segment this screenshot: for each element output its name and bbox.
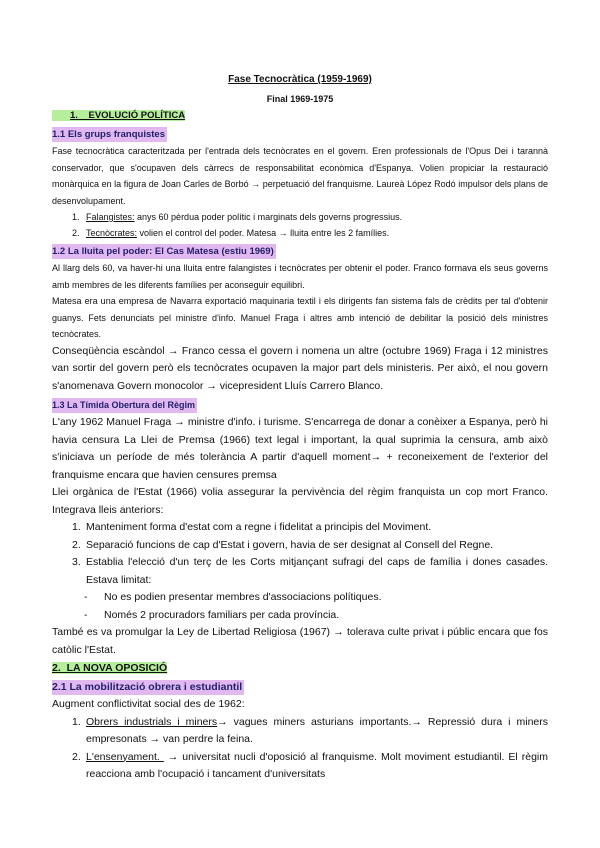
- list-term: Falangistes:: [86, 212, 135, 222]
- list-text: Separació funcions de cap d'Estat i govern, havia de ser designat al Consell del Regne.: [86, 538, 494, 551]
- section-2-1-intro: Augment conflictivitat social des de 1962:: [52, 698, 245, 710]
- section-1-2-heading: 1.2 La lluita pel poder: El Cas Matesa (estiu 1969): [52, 246, 274, 257]
- section-1-3-heading: 1.3 La Tímida Obertura del Règim: [52, 398, 197, 413]
- section-1-1-heading: 1.1 Els grups franquistes: [52, 129, 165, 140]
- section-1-3-list: [52, 519, 548, 589]
- section-2-1-list: [52, 714, 548, 784]
- list-item: [52, 209, 548, 225]
- list-term: L'ensenyament.: [86, 750, 164, 763]
- sublist-item: [52, 607, 548, 625]
- list-text: Manteniment forma d'estat com a regne i fidelitat a principis del Moviment.: [86, 521, 432, 533]
- list-text: Establia l'elecció d'un terç de les Corts mitjançant sufragi del caps de família i dones casades. Estava limitat:: [86, 556, 548, 586]
- list-number: 1.: [72, 715, 81, 728]
- list-item: [52, 519, 548, 537]
- section-1-2-paragraph-1: Al llarg dels 60, va haver-hi una lluita entre falangistes i tecnòcrates per obtenir el poder. Franco formava els seus governs amb membres de les diferents famílies per aconseguir equilibri.: [52, 263, 548, 290]
- list-text: → vagues miners asturians importants.→ Repressió dura i miners empresonats → van perdre la feina.: [86, 715, 548, 745]
- section-2-1-heading: 2.1 La mobilització obrera i estudiantil: [52, 681, 243, 693]
- section-1-3-paragraph-1: L'any 1962 Manuel Fraga → ministre d'info. i turisme. S'encarrega de donar a conèixer a Espanya, però hi havia censura La Llei de Premsa (1966) text legal i important, la qual suprimia la censura, amb això s'iniciava un període de més tolerància A partir d'aquell moment→ + reconeixement de l'exterior del franquisme encara que havien censures premsa: [52, 416, 548, 481]
- section-1-heading: [52, 108, 548, 123]
- section-2-heading: [52, 661, 548, 676]
- list-text: volien el control del poder. Matesa → lluita entre les 2 famílies.: [137, 228, 390, 238]
- section-1-1-list: [52, 209, 548, 241]
- section-1-3-sublist: [52, 589, 548, 624]
- list-number: 1.: [72, 212, 80, 222]
- list-item: [52, 714, 548, 749]
- list-item: [52, 225, 548, 241]
- document-title: Fase Tecnocràtica (1959-1969): [228, 74, 372, 85]
- section-2-heading-text: 2. LA NOVA OPOSICIÓ: [52, 662, 168, 674]
- list-item: [52, 749, 548, 784]
- list-text: → universitat nucli d'oposició al franquisme. Molt moviment estudiantil. El règim reacciona amb l'ocupació i tancament d'universitats: [86, 750, 548, 780]
- document-subtitle: Final 1969-1975: [266, 94, 334, 104]
- dash-bullet: -: [84, 591, 88, 603]
- list-item: [52, 537, 548, 555]
- list-term: Tecnòcrates:: [86, 228, 138, 238]
- section-1-2-paragraph-2: Matesa era una empresa de Navarra exportació maquinaria textil i els dirigents fan sistema fals de crèdits per tal d'obtenir guanys. Fets denunciats pel ministre d'info. Manuel Fraga i altres amb intenció de debilitar la posició dels ministres tecnòcrates.: [52, 296, 548, 339]
- section-1-heading-text: 1. EVOLUCIÓ POLÍTICA: [70, 110, 186, 121]
- list-number: 2.: [72, 228, 80, 238]
- document-body: [52, 106, 548, 784]
- list-term: Obrers industrials i miners: [86, 715, 218, 728]
- list-number: 1.: [72, 521, 81, 533]
- sublist-item: [52, 589, 548, 607]
- section-1-3-paragraph-2: Llei orgànica de l'Estat (1966) volia assegurar la pervivència del règim franquista un cop mort Franco. Integrava lleis anteriors:: [52, 486, 548, 516]
- section-1-1-paragraph: Fase tecnocràtica caracteritzada per l'entrada dels tecnòcrates en el govern. Eren professionals de l'Opus Dei i tarannà conservador, que s'ocupaven dels càrrecs de responsabilitat econòmica d'Espanya. Volien propiciar la restauració monàrquica en la figura de Joan Carles de Borbó → perpetuació del franquisme. Laureà López Rodó impulsor dels plans de desenvolupament.: [52, 146, 548, 206]
- section-1-3-paragraph-3: També es va promulgar la Ley de Libertad Religiosa (1967) → tolerava culte privat i públic encara que fos catòlic l'Estat.: [52, 626, 548, 656]
- section-1-2-paragraph-3: Conseqüència escàndol → Franco cessa el govern i nomena un altre (octubre 1969) Fraga i 12 ministres van sortir del govern però els tecnòcrates ocupaven la major part dels ministeris. Per això, el nou govern s'anomenava Govern monocolor → vicepresident Lluís Carrero Blanco.: [52, 344, 548, 392]
- list-number: 3.: [72, 556, 81, 568]
- list-item: [52, 554, 548, 589]
- dash-bullet: -: [84, 608, 88, 621]
- sublist-text: Només 2 procuradors familiars per cada província.: [104, 608, 340, 621]
- sublist-text: No es podien presentar membres d'associacions polítiques.: [104, 591, 382, 603]
- list-text: anys 60 pèrdua poder polític i marginats dels governs progressius.: [134, 212, 403, 222]
- list-number: 2.: [72, 750, 81, 763]
- list-number: 2.: [72, 538, 81, 551]
